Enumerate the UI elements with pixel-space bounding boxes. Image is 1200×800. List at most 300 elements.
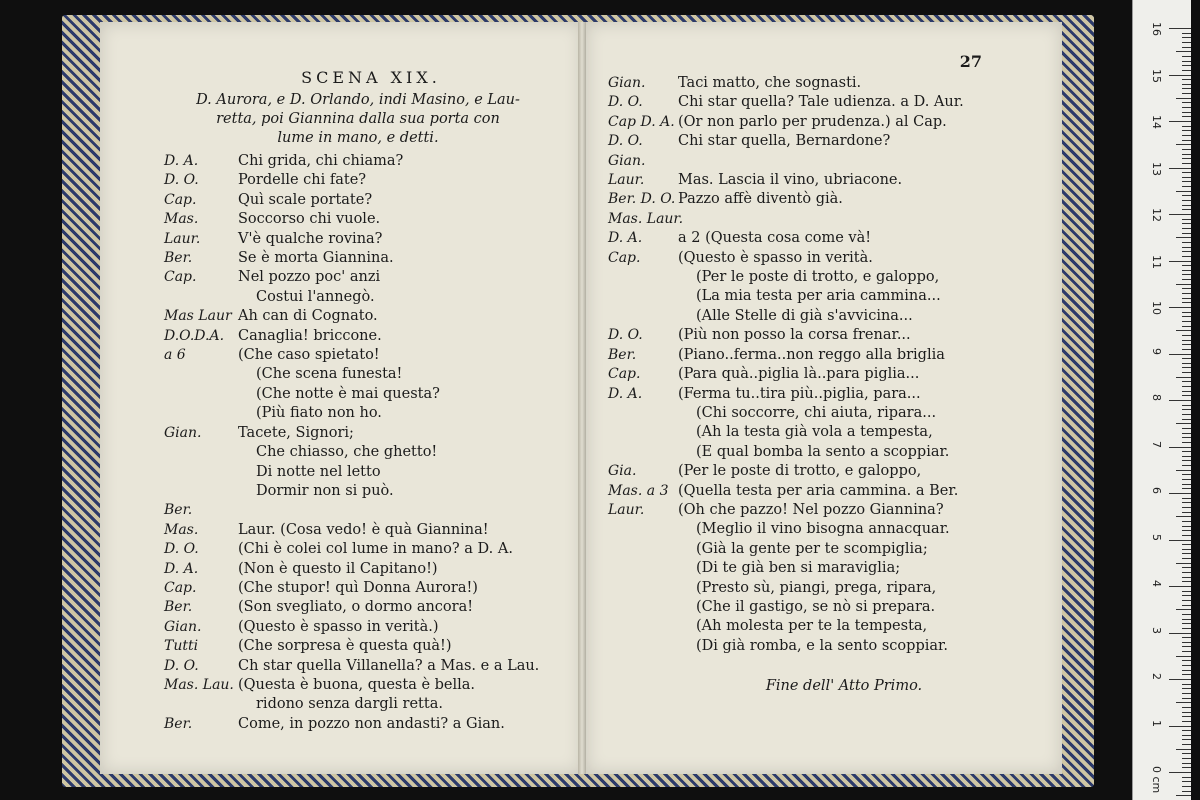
ruler-tick (1182, 781, 1191, 782)
ruler-tick (1182, 33, 1191, 34)
dialogue-line (164, 463, 562, 482)
ruler-tick (1169, 75, 1191, 76)
speaker-label: Cap. (608, 249, 641, 266)
ruler-tick (1169, 493, 1191, 494)
dialogue-line (608, 579, 1042, 598)
ruler-tick (1182, 274, 1191, 275)
speaker-label (608, 423, 678, 442)
dialogue-text: Pordelle chi fate? (238, 172, 367, 189)
ruler-tick (1182, 186, 1191, 187)
dialogue-text: (Che sorpresa è questa quà!) (238, 638, 452, 655)
ruler-tick (1176, 144, 1191, 145)
dialogue-line (164, 230, 562, 249)
dialogue-line (164, 152, 562, 171)
dialogue-text: (Oh che pazzo! Nel pozzo Giannina? (678, 501, 944, 518)
ruler-tick (1182, 135, 1191, 136)
dialogue-text: a 2 (Questa cosa come và! (678, 230, 872, 247)
speaker-label (608, 617, 678, 636)
ruler-tick (1182, 646, 1191, 647)
dialogue-line (164, 385, 562, 404)
dialogue-line (164, 598, 562, 617)
speaker-label (164, 288, 238, 307)
ruler-tick (1182, 326, 1191, 327)
ruler-label: 6 (1150, 487, 1163, 494)
ruler-label: 12 (1150, 208, 1163, 222)
ruler-tick (1182, 595, 1191, 596)
ruler-tick (1169, 261, 1191, 262)
ruler-tick (1182, 279, 1191, 280)
dialogue-line (164, 210, 562, 229)
dialogue-text: (Alle Stelle di già s'avvicina... (696, 307, 913, 324)
ruler-tick (1182, 219, 1191, 220)
ruler-tick (1176, 191, 1191, 192)
ruler-tick (1182, 47, 1191, 48)
ruler-tick (1182, 372, 1191, 373)
ruler-tick (1182, 456, 1191, 457)
dialogue-line (164, 715, 562, 734)
ruler-tick (1176, 423, 1191, 424)
ruler-tick (1182, 428, 1191, 429)
dialogue-text (678, 152, 1042, 171)
ruler-tick (1169, 633, 1191, 634)
speaker-label (164, 463, 238, 482)
ruler-tick (1182, 651, 1191, 652)
stage-direction-line: retta, poi Giannina dalla sua porta con (216, 111, 500, 127)
dialogue-text: (Di già romba, e la sento scoppiar. (696, 637, 948, 654)
dialogue-line (608, 210, 1042, 229)
speaker-label: a 6 (164, 347, 186, 364)
dialogue-line (608, 268, 1042, 287)
ruler-tick (1182, 707, 1191, 708)
speaker-label: D. O. (608, 94, 643, 111)
dialogue-line (164, 501, 562, 520)
ruler-tick (1176, 563, 1191, 564)
ruler-tick (1182, 140, 1191, 141)
dialogue-line (608, 249, 1042, 268)
dialogue-text: Taci matto, che sognasti. (678, 75, 862, 91)
ruler-tick (1176, 51, 1191, 52)
ruler-tick (1182, 340, 1191, 341)
speaker-label (164, 365, 238, 384)
ruler-tick (1182, 642, 1191, 643)
scene-title: SCENA XIX. (301, 68, 441, 87)
ruler-tick (1182, 409, 1191, 410)
ruler-tick (1182, 65, 1191, 66)
ruler-tick (1182, 358, 1191, 359)
ruler-tick (1176, 237, 1191, 238)
ruler-tick (1169, 400, 1191, 401)
speaker-label: D. O. (164, 172, 199, 189)
speaker-label: Cap D. A. (608, 113, 675, 130)
speaker-label (608, 287, 678, 306)
ruler-tick (1182, 735, 1191, 736)
ruler-tick (1182, 154, 1191, 155)
speaker-label: D.O.D.A. (164, 327, 225, 344)
dialogue-text: Chi star quella? Tale udienza. a D. Aur. (678, 94, 964, 111)
ruler-label: 9 (1150, 347, 1163, 355)
ruler-tick (1169, 540, 1191, 541)
dialogue-text: Se è morta Giannina. (238, 250, 394, 267)
speaker-label: Gian. (608, 152, 646, 169)
speaker-label: D. O. (164, 657, 199, 674)
ruler-tick (1182, 716, 1191, 717)
ruler-tick (1182, 674, 1191, 675)
ruler-tick (1182, 130, 1191, 131)
ruler-tick (1182, 763, 1191, 764)
speaker-label (164, 385, 238, 404)
ruler-tick (1169, 447, 1191, 448)
dialogue-line (164, 657, 562, 676)
ruler-label: 15 (1150, 68, 1163, 83)
ruler-tick (1182, 721, 1191, 722)
ruler-tick (1169, 214, 1191, 215)
dialogue-text: Mas. Lascia il vino, ubriacone. (678, 172, 903, 189)
speaker-label: Mas. (164, 211, 199, 228)
dialogue-line (164, 365, 562, 384)
dialogue-line (608, 559, 1042, 578)
ruler-tick (1182, 181, 1191, 182)
left-dialogue (164, 152, 562, 734)
dialogue-text: (Meglio il vino bisogna annacquar. (696, 521, 950, 538)
ruler-tick (1182, 637, 1191, 638)
dialogue-text: Soccorso chi vuole. (238, 211, 381, 228)
ruler-label: 11 (1150, 254, 1163, 269)
dialogue-line (164, 579, 562, 598)
speaker-label: Gian. (608, 75, 646, 91)
ruler-tick (1182, 93, 1191, 94)
dialogue-text: ridono senza dargli retta. (256, 696, 443, 713)
dialogue-line (164, 288, 562, 307)
ruler-tick (1182, 349, 1191, 350)
ruler-tick (1182, 298, 1191, 299)
dialogue-text: Chi star quella, Bernardone? (678, 133, 891, 150)
dialogue-line (608, 443, 1042, 462)
dialogue-line (164, 521, 562, 540)
speaker-label (608, 307, 678, 326)
ruler-tick (1182, 265, 1191, 266)
ruler-tick (1182, 335, 1191, 336)
dialogue-line (608, 93, 1042, 112)
ruler-tick (1182, 512, 1191, 513)
ruler-tick (1176, 702, 1191, 703)
speaker-label: D. A. (164, 560, 199, 577)
dialogue-text: (Che il gastigo, se nò si prepara. (696, 598, 936, 615)
dialogue-line (164, 404, 562, 423)
ruler-tick (1169, 726, 1191, 727)
ruler-tick (1182, 414, 1191, 415)
speaker-label: Mas. a 3 (608, 482, 669, 499)
ruler-tick (1182, 619, 1191, 620)
ruler-tick (1182, 451, 1191, 452)
ruler-tick (1182, 251, 1191, 252)
ruler-tick (1182, 293, 1191, 294)
dialogue-text: (Quella testa per aria cammina. a Ber. (678, 482, 959, 499)
dialogue-text: (Questo è spasso in verità. (678, 249, 873, 266)
ruler-tick (1182, 102, 1191, 103)
ruler-tick (1182, 712, 1191, 713)
dialogue-line (608, 132, 1042, 151)
ruler-tick (1182, 753, 1191, 754)
ruler-tick (1182, 200, 1191, 201)
ruler-tick (1182, 688, 1191, 689)
ruler-tick (1176, 470, 1191, 471)
dialogue-text: (E qual bomba la sento a scoppiar. (696, 443, 950, 460)
ruler-label: 8 (1150, 394, 1163, 401)
speaker-label: D. A. (608, 230, 643, 247)
dialogue-line (608, 385, 1042, 404)
ruler-tick (1182, 195, 1191, 196)
page-number: 27 (959, 52, 982, 71)
dialogue-text: (Para quà..piglia là..para piglia... (678, 366, 920, 383)
dialogue-line (164, 191, 562, 210)
ruler-tick (1176, 377, 1191, 378)
speaker-label (608, 520, 678, 539)
ruler-tick (1182, 758, 1191, 759)
dialogue-line (608, 637, 1042, 656)
dialogue-line (164, 676, 562, 695)
dialogue-line (164, 171, 562, 190)
speaker-label: Cap. (164, 191, 197, 208)
dialogue-line (164, 268, 562, 287)
ruler-tick (1169, 679, 1191, 680)
dialogue-line (164, 424, 562, 443)
ruler-tick (1182, 591, 1191, 592)
speaker-label: Mas Laur (164, 308, 232, 325)
speaker-label: Cap. (608, 366, 641, 383)
dialogue-text: (Per le poste di trotto, e galoppo, (696, 269, 940, 286)
ruler-tick (1182, 535, 1191, 536)
ruler-tick (1182, 344, 1191, 345)
speaker-label (608, 559, 678, 578)
ruler-tick (1182, 158, 1191, 159)
dialogue-line (608, 229, 1042, 248)
ruler-tick (1176, 330, 1191, 331)
ruler-tick (1182, 767, 1191, 768)
dialogue-line (164, 540, 562, 559)
dialogue-line (608, 462, 1042, 481)
dialogue-line (608, 113, 1042, 132)
ruler-tick (1182, 558, 1191, 559)
dialogue-text: (Piano..ferma..non reggo alla briglia (678, 346, 945, 363)
speaker-label: Mas. Lau. (164, 676, 234, 693)
dialogue-text: (Questo è spasso in verità.) (238, 618, 439, 635)
speaker-label: Ber. (164, 599, 193, 616)
dialogue-line (608, 74, 1042, 93)
dialogue-text: Pazzo affè diventò già. (678, 191, 843, 208)
dialogue-text: Canaglia! briccone. (238, 327, 382, 344)
speaker-label (608, 443, 678, 462)
ruler-label: 2 (1150, 673, 1163, 680)
speaker-label (608, 404, 678, 423)
dialogue-text: (Che caso spietato! (238, 347, 380, 364)
ruler-tick (1182, 526, 1191, 527)
ruler-tick (1182, 544, 1191, 545)
speaker-label: Mas. Laur. (608, 210, 684, 227)
speaker-label (608, 579, 678, 598)
ruler-tick (1182, 628, 1191, 629)
ruler-tick (1182, 605, 1191, 606)
dialogue-text: (Che stupor! quì Donna Aurora!) (238, 579, 478, 596)
ruler-tick (1182, 107, 1191, 108)
ruler-tick (1182, 61, 1191, 62)
speaker-label: Ber. (164, 250, 193, 267)
ruler-tick (1182, 316, 1191, 317)
dialogue-line (164, 560, 562, 579)
dialogue-line (608, 501, 1042, 520)
dialogue-text: (Più non posso la corsa frenar... (678, 327, 911, 344)
ruler-tick (1182, 312, 1191, 313)
left-page (100, 22, 582, 774)
ruler-tick (1182, 84, 1191, 85)
ruler-label: 4 (1150, 580, 1163, 587)
ruler-label: 3 (1150, 626, 1163, 634)
ruler-tick (1182, 42, 1191, 43)
dialogue-text: Laur. (Cosa vedo! è quà Giannina! (238, 521, 489, 538)
speaker-label: D. O. (608, 327, 643, 344)
dialogue-text: (Più fiato non ho. (256, 405, 382, 422)
ruler-tick (1182, 88, 1191, 89)
right-page (586, 22, 1062, 774)
speaker-label (164, 443, 238, 462)
dialogue-text: (Chi soccorre, chi aiuta, ripara... (696, 404, 937, 421)
dialogue-line (608, 152, 1042, 171)
dialogue-line (164, 637, 562, 656)
speaker-label: Cap. (164, 269, 197, 286)
ruler-tick (1182, 791, 1191, 792)
ruler-tick (1182, 670, 1191, 671)
ruler-tick (1182, 288, 1191, 289)
ruler-tick (1182, 242, 1191, 243)
dialogue-text: Ch star quella Villanella? a Mas. e a Lau. (238, 657, 540, 674)
ruler-tick (1182, 744, 1191, 745)
ruler-tick (1176, 609, 1191, 610)
ruler-label: 13 (1150, 161, 1163, 176)
ruler-tick (1182, 581, 1191, 582)
dialogue-text: (Di te già ben si maraviglia; (696, 560, 901, 577)
ruler-tick (1182, 484, 1191, 485)
ruler-tick (1182, 479, 1191, 480)
ruler-tick (1182, 665, 1191, 666)
ruler-tick (1182, 270, 1191, 271)
ruler-label: 1 (1150, 719, 1163, 727)
ruler-tick (1182, 386, 1191, 387)
ruler-tick (1182, 79, 1191, 80)
speaker-label (164, 404, 238, 423)
dialogue-text: (Che notte è mai questa? (256, 385, 440, 402)
ruler-tick (1182, 395, 1191, 396)
stage-direction-line: lume in mano, e detti. (277, 130, 439, 146)
speaker-label: Laur. (608, 501, 645, 518)
dialogue-line (608, 404, 1042, 423)
ruler-tick (1182, 209, 1191, 210)
ruler-tick (1169, 586, 1191, 587)
ruler-tick (1182, 684, 1191, 685)
dialogue-text: (Non è questo il Capitano!) (238, 560, 438, 577)
dialogue-line (164, 249, 562, 268)
speaker-label: Laur. (164, 230, 201, 247)
ruler-tick (1182, 693, 1191, 694)
ruler-tick (1176, 795, 1191, 796)
dialogue-line (608, 326, 1042, 345)
ruler-tick (1182, 567, 1191, 568)
speaker-label (608, 598, 678, 617)
ruler-tick (1182, 460, 1191, 461)
ruler-tick (1182, 302, 1191, 303)
speaker-label: D. A. (164, 153, 199, 169)
dialogue-line (608, 482, 1042, 501)
speaker-label (608, 268, 678, 287)
ruler-label: 7 (1150, 440, 1163, 448)
ruler-tick (1182, 321, 1191, 322)
ruler-tick (1182, 172, 1191, 173)
ruler-tick (1176, 656, 1191, 657)
speaker-label: Ber. (164, 502, 193, 519)
ruler-tick (1182, 363, 1191, 364)
dialogue-line (608, 423, 1042, 442)
ruler-tick (1182, 233, 1191, 234)
dialogue-line (608, 171, 1042, 190)
ruler-tick (1176, 516, 1191, 517)
ruler-tick (1182, 247, 1191, 248)
ruler-tick (1182, 405, 1191, 406)
ruler-tick (1182, 381, 1191, 382)
ruler-tick (1169, 121, 1191, 122)
speaker-label (608, 637, 678, 656)
ruler-tick (1182, 698, 1191, 699)
ruler-tick (1182, 391, 1191, 392)
ruler-tick (1182, 177, 1191, 178)
ruler-tick (1182, 465, 1191, 466)
dialogue-text (678, 210, 1042, 229)
speaker-label: Laur. (608, 172, 645, 189)
ruler-tick (1169, 28, 1191, 29)
right-dialogue (608, 74, 1042, 656)
dialogue-line (164, 346, 562, 365)
speaker-label: Gian. (164, 618, 202, 635)
dialogue-text: (Ah la testa già vola a tempesta, (696, 424, 933, 441)
dialogue-line (164, 443, 562, 462)
ruler-tick (1182, 112, 1191, 113)
dialogue-text: Che chiasso, che ghetto! (256, 444, 438, 461)
ruler-tick (1182, 530, 1191, 531)
ruler-tick (1182, 205, 1191, 206)
dialogue-text: Quì scale portate? (238, 191, 373, 208)
speaker-label (608, 540, 678, 559)
ruler-tick (1182, 223, 1191, 224)
ruler-tick (1169, 307, 1191, 308)
dialogue-line (608, 190, 1042, 209)
ruler-tick (1182, 149, 1191, 150)
dialogue-line (608, 346, 1042, 365)
ruler-tick (1182, 419, 1191, 420)
dialogue-text: Tacete, Signori; (238, 424, 354, 441)
dialogue-text: (Or non parlo per prudenza.) al Cap. (678, 113, 947, 130)
ruler-tick (1182, 228, 1191, 229)
act-end: Fine dell' Atto Primo. (765, 678, 923, 695)
ruler-tick (1182, 37, 1191, 38)
dialogue-line (608, 598, 1042, 617)
dialogue-text: Chi grida, chi chiama? (238, 153, 404, 169)
ruler-tick (1169, 168, 1191, 169)
ruler-tick (1182, 730, 1191, 731)
dialogue-line (608, 520, 1042, 539)
ruler-label: 14 (1150, 115, 1163, 129)
dialogue-text: (Per le poste di trotto, e galoppo, (678, 463, 922, 480)
dialogue-line (164, 618, 562, 637)
speaker-label: Ber. D. O. (608, 191, 676, 208)
ruler-tick (1182, 502, 1191, 503)
ruler-tick (1182, 786, 1191, 787)
